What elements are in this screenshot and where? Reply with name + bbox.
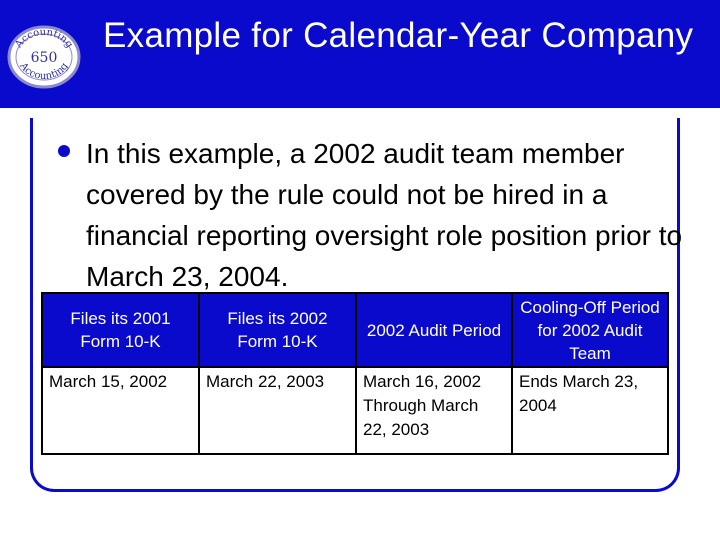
cell-2001-10k-date: March 15, 2002	[42, 367, 199, 454]
logo-text-top: Accounting	[13, 26, 75, 51]
title-bar	[0, 0, 720, 108]
header-cell-2002-10k: Files its 2002 Form 10-K	[199, 293, 356, 367]
logo-number: 650	[30, 50, 58, 66]
slide-title: Example for Calendar-Year Company	[103, 16, 694, 55]
accounting-650-logo	[6, 24, 82, 90]
cell-cooling-off: Ends March 23, 2004	[512, 367, 668, 454]
header-cell-audit-period: 2002 Audit Period	[356, 293, 512, 367]
table-header-row	[42, 293, 668, 367]
cell-audit-period: March 16, 2002 Through March 22, 2003	[356, 367, 512, 454]
bullet-dot-icon	[58, 145, 70, 157]
header-cell-cooling-off: Cooling-Off Period for 2002 Audit Team	[512, 293, 668, 367]
cell-2002-10k-date: March 22, 2003	[199, 367, 356, 454]
cooling-off-table	[41, 292, 669, 455]
logo-text-bottom: Accounting	[17, 60, 71, 83]
table-row	[42, 367, 668, 454]
bullet-text: In this example, a 2002 audit team member covered by the rule could not be hired in a financial reporting oversight role position prior to March 23, 2004.	[86, 138, 683, 292]
header-cell-2001-10k: Files its 2001 Form 10-K	[42, 293, 199, 367]
